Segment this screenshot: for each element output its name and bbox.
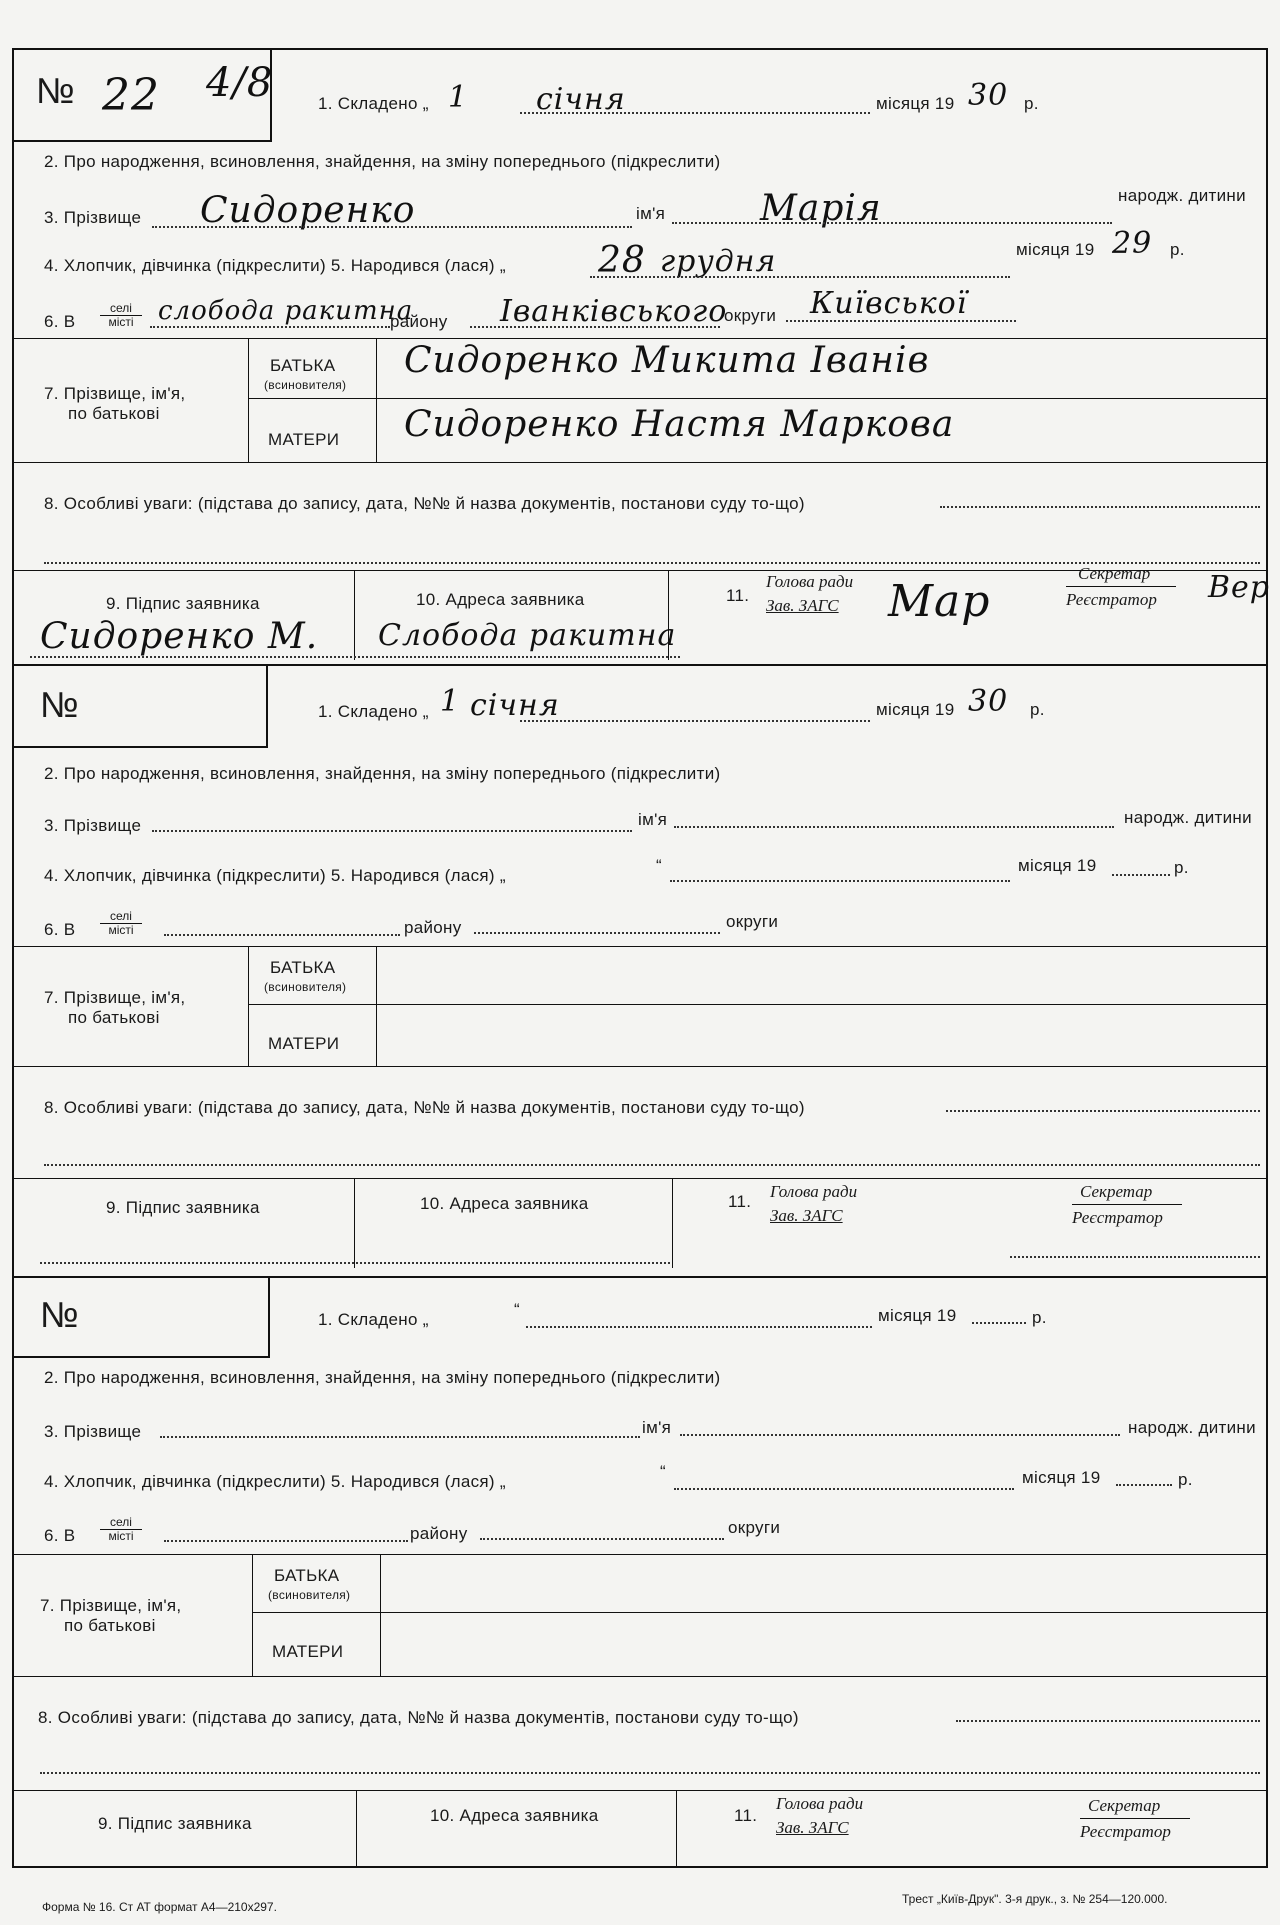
okruga-value: Київської xyxy=(810,286,968,321)
village-word-2: селі xyxy=(100,910,142,924)
head-label: Голова ради xyxy=(766,572,854,591)
sig-label: 9. Підпис заявника xyxy=(106,594,260,613)
in-label-2: 6. В xyxy=(44,920,76,939)
composed-month-label-3: місяця 19 xyxy=(878,1306,957,1325)
parents-div2-2 xyxy=(376,946,377,1066)
frame-right xyxy=(1266,48,1268,1868)
village-word-3: селі xyxy=(100,1516,142,1530)
birth-year-value: 29 xyxy=(1112,226,1153,261)
number-sign: № xyxy=(36,70,75,111)
sig-div1-3 xyxy=(356,1790,357,1866)
mother-label: МАТЕРИ xyxy=(268,430,340,449)
raion-label-3: району xyxy=(410,1524,468,1543)
applicant-address: Слобода ракитна xyxy=(378,618,677,653)
zags-label-2: Зав. ЗАГС xyxy=(770,1206,843,1225)
line2-label: 2. Про народження, всиновлення, знайдення, на зміну попереднього (підкреслити) xyxy=(44,152,721,171)
father-value: Сидоренко Микита Іванів xyxy=(404,340,930,381)
composed-month-label-2: місяця 19 xyxy=(876,700,955,719)
sig-top-2 xyxy=(12,1178,1268,1179)
number-box-bottom xyxy=(12,140,272,142)
birth-month-label: місяця 19 xyxy=(1016,240,1095,259)
surname-label-3: 3. Прізвище xyxy=(44,1422,142,1441)
patronymic-label-3: по батькові xyxy=(64,1616,156,1635)
birth-month-label-3: місяця 19 xyxy=(1022,1468,1101,1487)
sig-div2-2 xyxy=(672,1178,673,1268)
record-number: 22 xyxy=(102,70,160,121)
birth-year-suffix-2: р. xyxy=(1174,858,1189,877)
mother-value: Сидоренко Настя Маркова xyxy=(404,404,955,445)
zags-label: Зав. ЗАГС xyxy=(766,596,839,615)
adopter-label-3: (всиновителя) xyxy=(268,1588,351,1602)
patronymic-label-2: по батькові xyxy=(68,1008,160,1027)
child-label: народж. дитини xyxy=(1118,186,1246,205)
raion-label-2: району xyxy=(404,918,462,937)
village-value: слобода ракитна xyxy=(158,296,414,326)
parents-mid-3 xyxy=(252,1612,1268,1613)
father-label-2: БАТЬКА xyxy=(270,958,336,977)
surname-label-2: 3. Прізвище xyxy=(44,816,142,835)
number-box-bottom-3 xyxy=(12,1356,270,1358)
parents-mid-2 xyxy=(248,1004,1268,1005)
patronymic-label: по батькові xyxy=(68,404,160,423)
n11-label: 11. xyxy=(726,586,750,605)
line4-label-3: 4. Хлопчик, дівчинка (підкреслити) 5. Народився (лася) „ xyxy=(44,1472,506,1491)
in-label-3: 6. В xyxy=(44,1526,76,1545)
composed-month-label: місяця 19 xyxy=(876,94,955,113)
notes-label-3: 8. Особливі уваги: (підстава до запису, дата, №№ й назва документів, постанови суду то-що) xyxy=(38,1708,799,1727)
fio-label: 7. Прізвище, ім'я, xyxy=(44,384,186,403)
composed-label: 1. Складено „ xyxy=(318,94,429,113)
footer-printer-info: Трест „Київ-Друк". 3-я друк., з. № 254—120.000. xyxy=(902,1892,1168,1906)
notes-label-2: 8. Особливі уваги: (підстава до запису, дата, №№ й назва документів, постанови суду то-що) xyxy=(44,1098,805,1117)
name-label-2: ім'я xyxy=(638,810,668,829)
raion-value: Іванківського xyxy=(500,294,728,329)
year-suffix: р. xyxy=(1024,94,1039,113)
surname-label: 3. Прізвище xyxy=(44,208,142,227)
parents-div1-2 xyxy=(248,946,249,1066)
composed-label-2: 1. Складено „ xyxy=(318,702,429,721)
sig-top-3 xyxy=(12,1790,1268,1791)
fio-label-3: 7. Прізвище, ім'я, xyxy=(40,1596,182,1615)
registrar-label: Реєстратор xyxy=(1066,590,1157,609)
line2-label-2: 2. Про народження, всиновлення, знайдення, на зміну попереднього (підкреслити) xyxy=(44,764,721,783)
okruga-label: округи xyxy=(724,306,777,325)
addr-label-2: 10. Адреса заявника xyxy=(420,1194,589,1213)
registrar-label-2: Реєстратор xyxy=(1072,1208,1163,1227)
child-label-3: народж. дитини xyxy=(1128,1418,1256,1437)
name-label: ім'я xyxy=(636,204,666,223)
record-number-mark: 4/8 xyxy=(206,60,274,106)
mother-label-3: МАТЕРИ xyxy=(272,1642,344,1661)
sig-label-3: 9. Підпис заявника xyxy=(98,1814,252,1833)
birth-month-value: грудня xyxy=(660,244,777,279)
adopter-label: (всиновителя) xyxy=(264,378,347,392)
addr-label-3: 10. Адреса заявника xyxy=(430,1806,599,1825)
record2-top xyxy=(12,664,1268,666)
open-quote-2: “ xyxy=(656,856,662,875)
parents-top-2 xyxy=(12,946,1268,947)
raion-label: району xyxy=(390,312,448,331)
line2-label-3: 2. Про народження, всиновлення, знайдення, на зміну попереднього (підкреслити) xyxy=(44,1368,721,1387)
year-suffix-2: р. xyxy=(1030,700,1045,719)
parents-div1-3 xyxy=(252,1554,253,1676)
parents-top xyxy=(12,338,1268,339)
composed-day: 1 xyxy=(448,80,469,115)
village-town-fraction-3 xyxy=(100,1516,142,1543)
registrar-signature: Вер xyxy=(1208,570,1271,605)
applicant-signature: Сидоренко М. xyxy=(40,616,319,657)
village-word: селі xyxy=(100,302,142,316)
number-box-right-2 xyxy=(266,664,268,748)
record3-top xyxy=(12,1276,1268,1278)
zags-label-3: Зав. ЗАГС xyxy=(776,1818,849,1837)
secretary-line-2 xyxy=(1072,1204,1182,1205)
head-signature: Мар xyxy=(888,576,991,627)
secretary-label: Секретар xyxy=(1078,564,1151,583)
birth-month-label-2: місяця 19 xyxy=(1018,856,1097,875)
okruga-label-2: округи xyxy=(726,912,779,931)
parents-div1 xyxy=(248,338,249,462)
parents-bottom xyxy=(12,462,1268,463)
line4-label-2: 4. Хлопчик, дівчинка (підкреслити) 5. Народився (лася) „ xyxy=(44,866,506,885)
sig-label-2: 9. Підпис заявника xyxy=(106,1198,260,1217)
sig-div1 xyxy=(354,570,355,660)
parents-div2 xyxy=(376,338,377,462)
frame-left xyxy=(12,48,14,1868)
composed-year-2: 30 xyxy=(968,684,1009,719)
number-sign-2: № xyxy=(40,684,79,725)
parents-bottom-2 xyxy=(12,1066,1268,1067)
in-label: 6. В xyxy=(44,312,76,331)
number-box-bottom-2 xyxy=(12,746,268,748)
birth-year-suffix-3: р. xyxy=(1178,1470,1193,1489)
village-town-fraction xyxy=(100,302,142,329)
composed-year: 30 xyxy=(968,78,1009,113)
birth-year-suffix: р. xyxy=(1170,240,1185,259)
n11-label-2: 11. xyxy=(728,1192,752,1211)
father-label: БАТЬКА xyxy=(270,356,336,375)
first-name-value: Марія xyxy=(760,188,882,229)
year-suffix-3: р. xyxy=(1032,1308,1047,1327)
composed-month-2: січня xyxy=(470,688,560,723)
birth-day-value: 28 xyxy=(598,240,646,281)
adopter-label-2: (всиновителя) xyxy=(264,980,347,994)
surname-value: Сидоренко xyxy=(200,190,416,231)
secretary-line xyxy=(1066,586,1176,587)
n11-label-3: 11. xyxy=(734,1806,758,1825)
addr-label: 10. Адреса заявника xyxy=(416,590,585,609)
line4-label: 4. Хлопчик, дівчинка (підкреслити) 5. Народився (лася) „ xyxy=(44,256,506,275)
fio-label-2: 7. Прізвище, ім'я, xyxy=(44,988,186,1007)
parents-top-3 xyxy=(12,1554,1268,1555)
frame-top xyxy=(12,48,1268,50)
town-word-3: місті xyxy=(108,1529,134,1543)
composed-month: січня xyxy=(536,82,626,117)
secretary-label-3: Секретар xyxy=(1088,1796,1161,1815)
village-town-fraction-2 xyxy=(100,910,142,937)
secretary-line-3 xyxy=(1080,1818,1190,1819)
sig-div1-2 xyxy=(354,1178,355,1268)
sig-div2-3 xyxy=(676,1790,677,1866)
parents-mid xyxy=(248,398,1268,399)
open-quote-3: “ xyxy=(514,1300,520,1319)
mother-label-2: МАТЕРИ xyxy=(268,1034,340,1053)
father-label-3: БАТЬКА xyxy=(274,1566,340,1585)
town-word: місті xyxy=(108,315,134,329)
composed-day-2: 1 xyxy=(440,684,461,719)
town-word-2: місті xyxy=(108,923,134,937)
secretary-label-2: Секретар xyxy=(1080,1182,1153,1201)
child-label-2: народж. дитини xyxy=(1124,808,1252,827)
parents-bottom-3 xyxy=(12,1676,1268,1677)
head-label-2: Голова ради xyxy=(770,1182,858,1201)
frame-bottom xyxy=(12,1866,1268,1868)
number-sign-3: № xyxy=(40,1294,79,1335)
head-label-3: Голова ради xyxy=(776,1794,864,1813)
composed-label-3: 1. Складено „ xyxy=(318,1310,429,1329)
okruga-label-3: округи xyxy=(728,1518,781,1537)
name-label-3: ім'я xyxy=(642,1418,672,1437)
registrar-label-3: Реєстратор xyxy=(1080,1822,1171,1841)
footer-form-info: Форма № 16. Ст АТ формат А4—210х297. xyxy=(42,1900,277,1914)
parents-div2-3 xyxy=(380,1554,381,1676)
notes-label: 8. Особливі уваги: (підстава до запису, дата, №№ й назва документів, постанови суду то-що) xyxy=(44,494,805,513)
number-box-right-3 xyxy=(268,1276,270,1358)
open-quote-3b: “ xyxy=(660,1462,666,1481)
